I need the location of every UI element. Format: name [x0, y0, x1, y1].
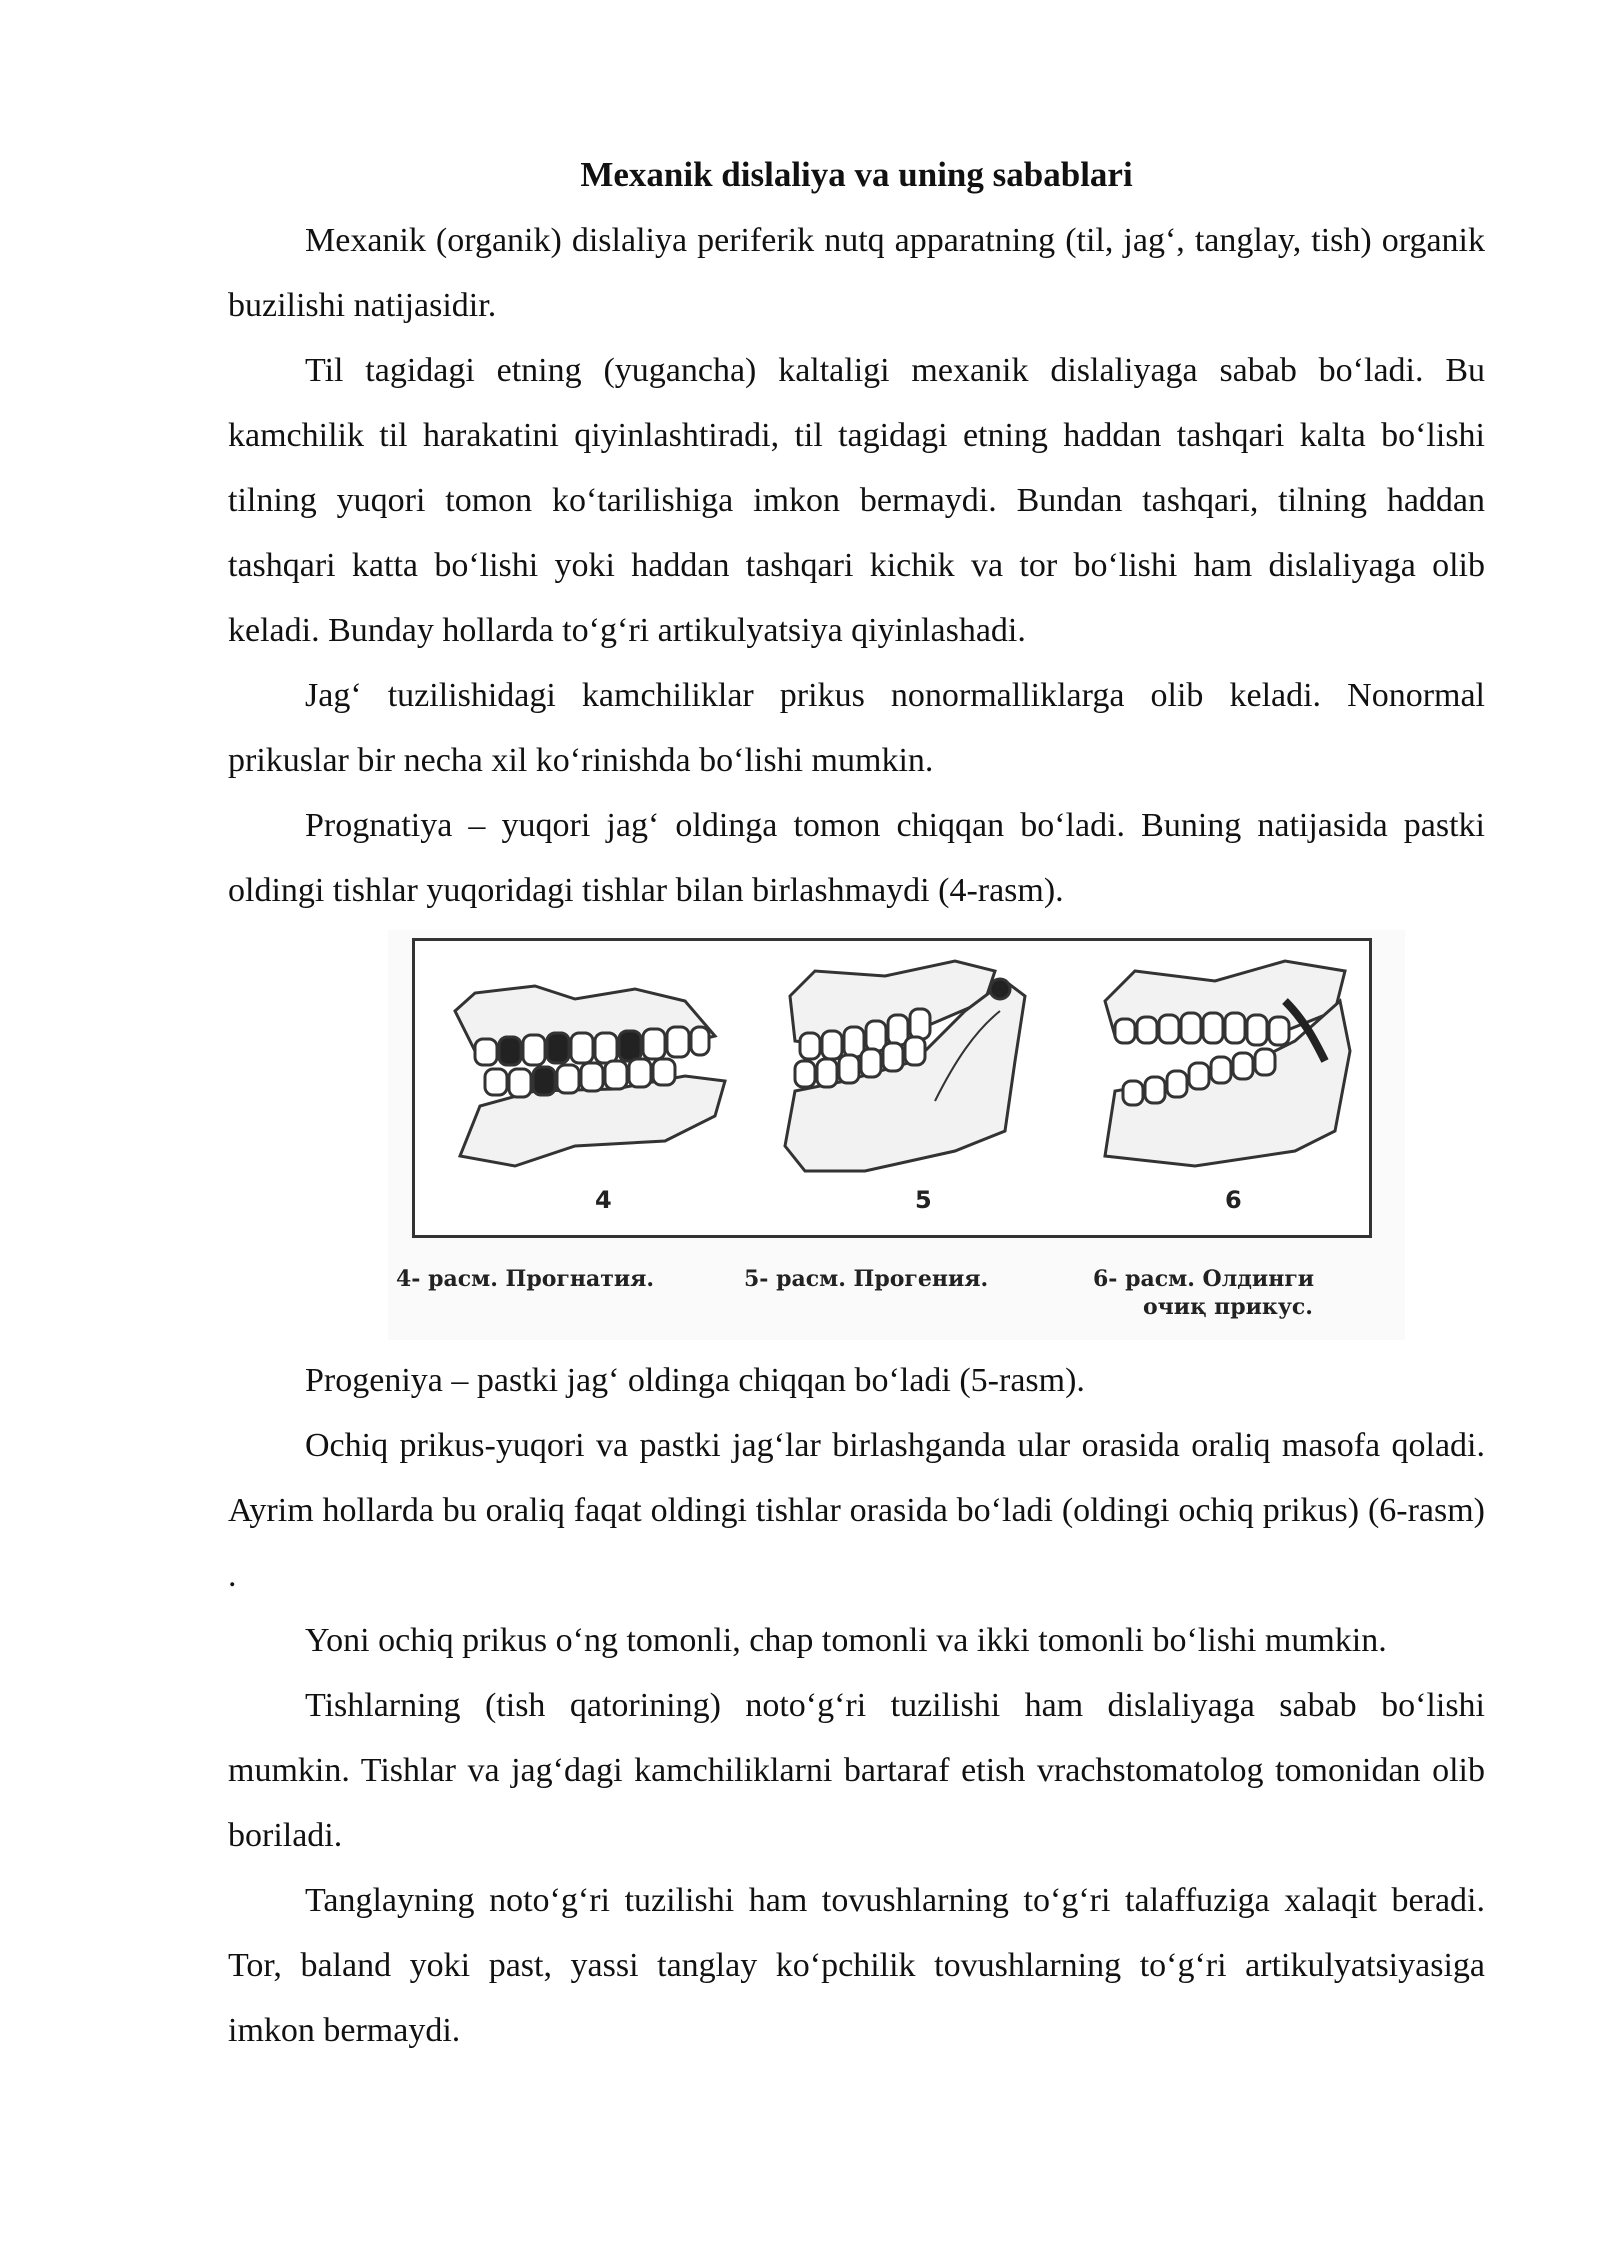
paragraph: Tishlarning (tish qatorining) noto‘g‘ri tuzilishi ham dislaliyaga sabab bo‘lishi mumkin. Tishlar va jag‘dagi kamchiliklarni bartaraf etish vrachstomatolog tomonidan olib boriladi. — [228, 1687, 1485, 1854]
paragraph: Progeniya – pastki jag‘ oldinga chiqqan bo‘ladi (5-rasm). — [305, 1362, 1085, 1399]
page-title: Mexanik dislaliya va uning sabablari — [580, 155, 1133, 194]
caption-6-line1: 6- расм. Олдинги — [1093, 1266, 1315, 1292]
paragraph: Tanglayning noto‘g‘ri tuzilishi ham tovushlarning to‘g‘ri talaffuziga xalaqit beradi. Tor, baland yoki past, yassi tanglay ko‘pchilik tovushlarning to‘g‘ri artikulyatsiyasiga imkon bermaydi. — [228, 1882, 1485, 2049]
jaw-illustration-progenia — [785, 961, 1025, 1171]
figure-number-6: 6 — [1225, 1186, 1242, 1214]
caption-4: 4- расм. Прогнатия. — [396, 1266, 655, 1292]
caption-6-line2: очиқ прикус. — [1143, 1294, 1313, 1320]
paragraph: Prognatiya – yuqori jag‘ oldinga tomon chiqqan bo‘ladi. Buning natijasida pastki oldingi tishlar yuqoridagi tishlar bilan birlashmaydi (4-rasm). — [228, 807, 1485, 909]
paragraph: Mexanik (organik) dislaliya periferik nutq apparatning (til, jag‘, tanglay, tish) organik buzilishi natijasidir. — [228, 222, 1485, 324]
caption-5: 5- расм. Прогения. — [744, 1266, 989, 1292]
paragraph: Til tagidagi etning (yugancha) kaltaligi mexanik dislaliyaga sabab bo‘ladi. Bu kamchilik til harakatini qiyinlashtiradi, til tagidagi etning haddan tashqari kalta bo‘lishi tilning yuqori tomon ko‘tarilishiga imkon bermaydi. Bundan tashqari, tilning haddan tashqari katta bo‘lishi yoki haddan tashqari kichik va tor bo‘lishi ham dislaliyaga olib keladi. Bunday hollarda to‘g‘ri artikulyatsiya qiyinlashadi. — [228, 352, 1485, 649]
figure-frame — [412, 938, 1372, 1238]
jaw-illustration-prognathia — [455, 986, 725, 1166]
figure-number-4: 4 — [595, 1186, 612, 1214]
body-text-bottom — [228, 1348, 1485, 2063]
body-text-top — [228, 208, 1485, 923]
jaw-figure — [388, 930, 1405, 1340]
paragraph: Yoni ochiq prikus o‘ng tomonli, chap tomonli va ikki tomonli bo‘lishi mumkin. — [305, 1622, 1387, 1659]
jaw-illustration-open-bite — [1105, 961, 1350, 1166]
figure-number-5: 5 — [915, 1186, 932, 1214]
paragraph: Jag‘ tuzilishidagi kamchiliklar prikus nonormalliklarga olib keladi. Nonormal prikuslar bir necha xil ko‘rinishda bo‘lishi mumkin. — [228, 677, 1485, 779]
paragraph: Ochiq prikus-yuqori va pastki jag‘lar birlashganda ular orasida oraliq masofa qoladi. Ayrim hollarda bu oraliq faqat oldingi tishlar orasida bo‘ladi (oldingi ochiq prikus) (6-rasm) . — [228, 1427, 1485, 1594]
